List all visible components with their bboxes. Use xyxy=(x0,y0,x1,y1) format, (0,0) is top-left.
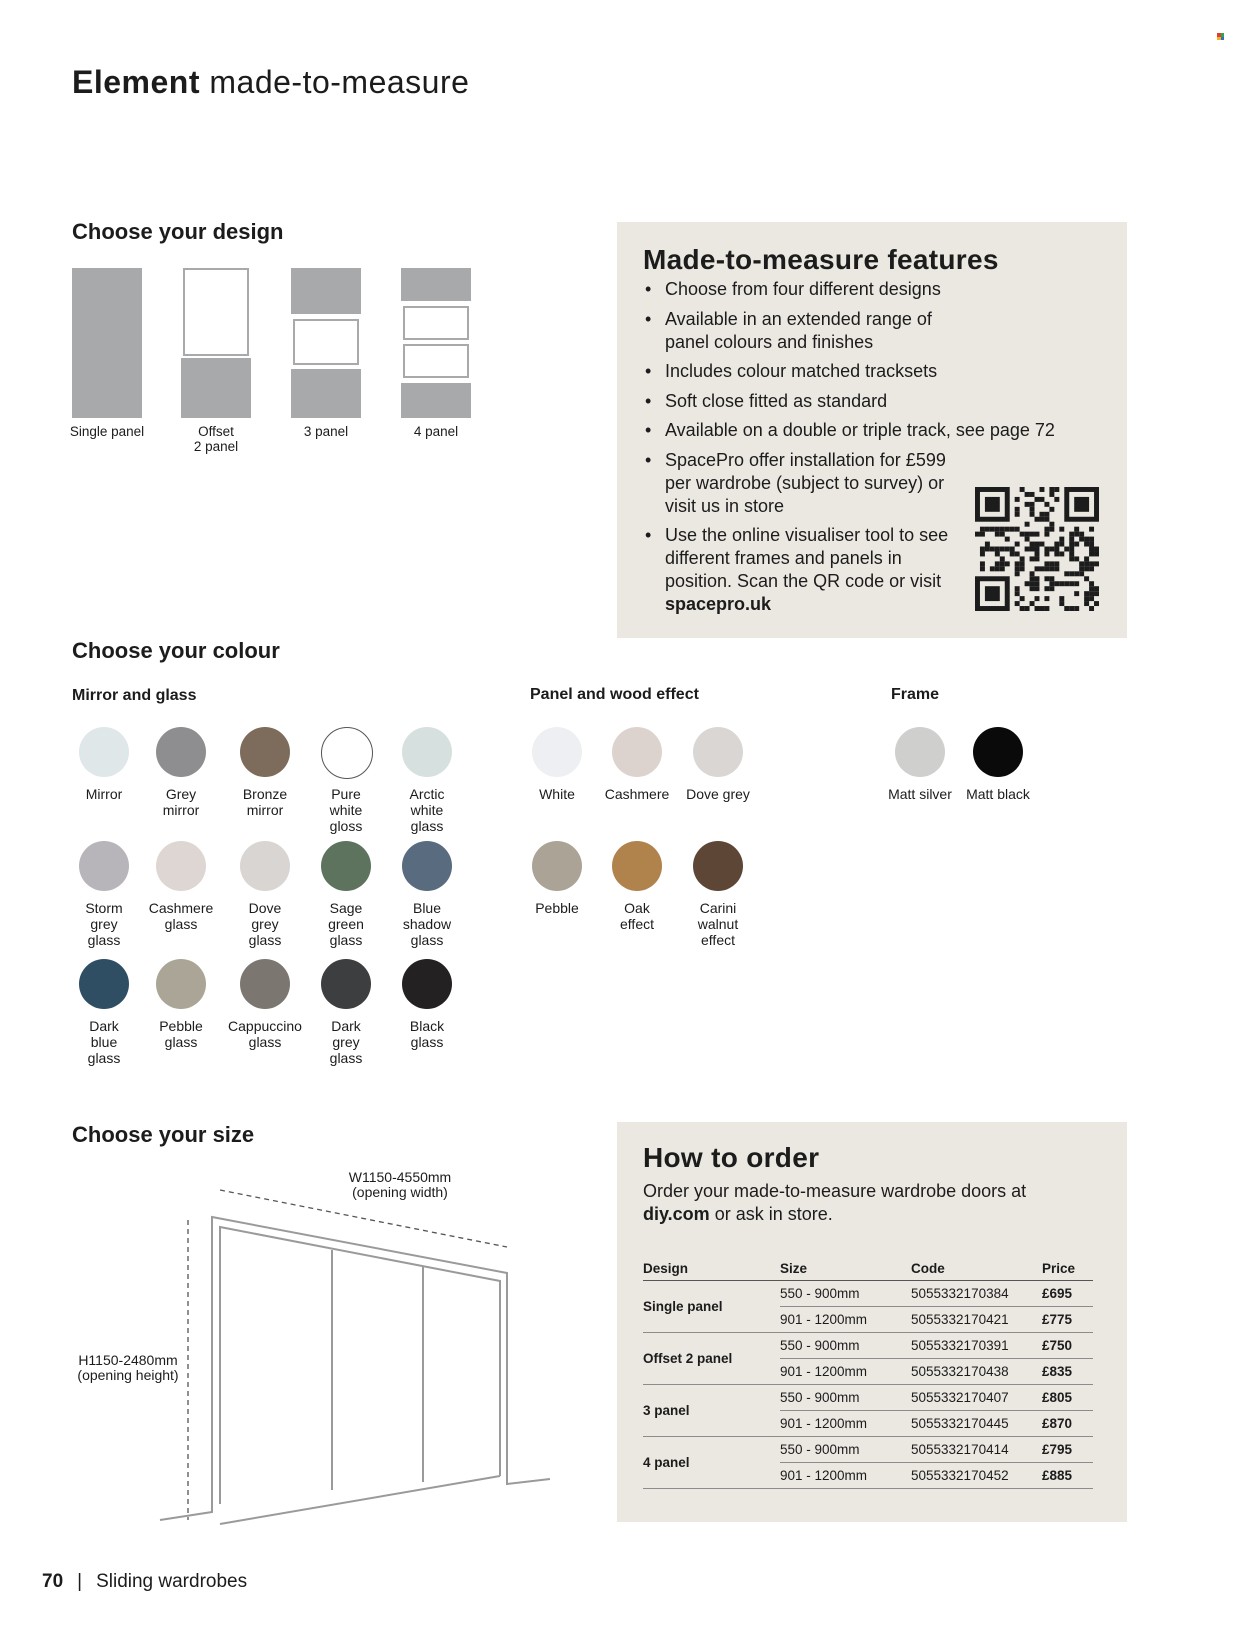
code-cell: 5055332170452 xyxy=(911,1463,1042,1489)
table-header-row xyxy=(643,1256,1093,1281)
code-cell: 5055332170445 xyxy=(911,1411,1042,1437)
design-offset-2-panel[interactable] xyxy=(181,268,251,418)
door-panel xyxy=(401,268,471,301)
design-label: 4 panel xyxy=(413,424,459,439)
order-table xyxy=(643,1256,1093,1489)
size-cell: 901 - 1200mm xyxy=(780,1411,911,1437)
table-row xyxy=(643,1437,1093,1463)
page-footer: 70 | Sliding wardrobes xyxy=(42,1571,248,1592)
code-cell: 5055332170414 xyxy=(911,1437,1042,1463)
door-window xyxy=(403,344,469,378)
feature-item: • Use the online visualiser tool to see different frames and panels in position. Scan the QR code or visit spacepro.uk xyxy=(643,524,955,616)
page-title: Element made-to-measure xyxy=(72,64,470,100)
size-heading: Choose your size xyxy=(72,1122,255,1147)
swatch-dark-blue-glass[interactable] xyxy=(79,959,129,1009)
frame-outline xyxy=(160,1217,550,1520)
frame-inner xyxy=(220,1227,500,1504)
swatch-label: Carini walnut effect xyxy=(697,900,739,948)
column-header: Code xyxy=(911,1256,1042,1281)
swatch-oak-effect[interactable] xyxy=(612,841,662,891)
swatch-dove-grey-glass[interactable] xyxy=(240,841,290,891)
design-cell: Offset 2 panel xyxy=(643,1333,780,1385)
column-header: Design xyxy=(643,1256,780,1281)
size-cell: 901 - 1200mm xyxy=(780,1463,911,1489)
size-cell: 550 - 900mm xyxy=(780,1437,911,1463)
design-heading: Choose your design xyxy=(72,219,284,244)
door-window xyxy=(183,268,249,356)
swatch-label: Matt silver xyxy=(888,786,952,802)
price-cell: £805 xyxy=(1042,1385,1093,1411)
size-cell: 550 - 900mm xyxy=(780,1281,911,1307)
price-cell: £775 xyxy=(1042,1307,1093,1333)
swatch-black-glass[interactable] xyxy=(402,959,452,1009)
swatch-dove-grey[interactable] xyxy=(693,727,743,777)
swatch-cashmere-glass[interactable] xyxy=(156,841,206,891)
code-cell: 5055332170438 xyxy=(911,1359,1042,1385)
column-header: Size xyxy=(780,1256,911,1281)
swatch-label: Arctic white glass xyxy=(409,786,445,834)
swatch-storm-grey-glass[interactable] xyxy=(79,841,129,891)
page-number: 70 xyxy=(42,1571,64,1592)
mirror-glass-heading: Mirror and glass xyxy=(72,687,197,704)
height-label: H1150-2480mm (opening height) xyxy=(77,1352,179,1383)
diy-link[interactable]: diy.com xyxy=(643,1204,710,1224)
swatch-label: Grey mirror xyxy=(162,786,200,818)
door-window xyxy=(293,319,359,365)
swatch-pebble[interactable] xyxy=(532,841,582,891)
swatch-label: Blue shadow glass xyxy=(402,900,452,948)
code-cell: 5055332170407 xyxy=(911,1385,1042,1411)
swatch-label: Sage green glass xyxy=(328,900,364,948)
design-cell: 3 panel xyxy=(643,1385,780,1437)
design-label: 3 panel xyxy=(303,424,349,439)
design-single-panel[interactable] xyxy=(72,268,142,418)
door-window xyxy=(403,306,469,340)
door-panel xyxy=(401,383,471,418)
swatch-label: Pebble xyxy=(535,900,579,916)
feature-item: • Soft close fitted as standard xyxy=(643,390,1073,413)
swatch-pure-white-gloss[interactable] xyxy=(321,727,373,779)
features-title: Made-to-measure features xyxy=(643,244,999,275)
code-cell: 5055332170391 xyxy=(911,1333,1042,1359)
door-panel xyxy=(291,369,361,418)
feature-item: • Available in an extended range of panel colours and finishes xyxy=(643,308,965,354)
swatch-label: Storm grey glass xyxy=(85,900,123,948)
price-cell: £870 xyxy=(1042,1411,1093,1437)
swatch-label: Dark blue glass xyxy=(87,1018,121,1066)
panel-wood-heading: Panel and wood effect xyxy=(530,686,699,703)
swatch-label: Cashmere glass xyxy=(148,900,214,932)
swatch-dark-grey-glass[interactable] xyxy=(321,959,371,1009)
width-label: W1150-4550mm (opening width) xyxy=(348,1169,452,1200)
swatch-arctic-white-glass[interactable] xyxy=(402,727,452,777)
size-cell: 550 - 900mm xyxy=(780,1385,911,1411)
swatch-label: White xyxy=(539,786,575,802)
column-header: Price xyxy=(1042,1256,1093,1281)
section-name: Sliding wardrobes xyxy=(96,1571,248,1592)
swatch-label: Cappuccino glass xyxy=(228,1018,302,1050)
door-panel xyxy=(181,358,251,418)
design-label: Single panel xyxy=(69,424,145,439)
swatch-cappuccino-glass[interactable] xyxy=(240,959,290,1009)
price-cell: £885 xyxy=(1042,1463,1093,1489)
design-3-panel[interactable] xyxy=(291,268,361,418)
table-row xyxy=(643,1385,1093,1411)
feature-item: • Available on a double or triple track, see page 72 xyxy=(643,419,1073,442)
swatch-white[interactable] xyxy=(532,727,582,777)
swatch-mirror[interactable] xyxy=(79,727,129,777)
table-row xyxy=(643,1281,1093,1307)
colour-heading: Choose your colour xyxy=(72,638,280,663)
swatch-label: Mirror xyxy=(85,786,123,802)
code-cell: 5055332170384 xyxy=(911,1281,1042,1307)
price-cell: £750 xyxy=(1042,1333,1093,1359)
swatch-cashmere[interactable] xyxy=(612,727,662,777)
swatch-sage-green-glass[interactable] xyxy=(321,841,371,891)
size-cell: 901 - 1200mm xyxy=(780,1359,911,1385)
swatch-grey-mirror[interactable] xyxy=(156,727,206,777)
code-cell: 5055332170421 xyxy=(911,1307,1042,1333)
swatch-label: Matt black xyxy=(966,786,1030,802)
swatch-label: Pebble glass xyxy=(159,1018,203,1050)
feature-item: • SpacePro offer installation for £599 per wardrobe (subject to survey) or visit us in store xyxy=(643,449,955,518)
design-cell: Single panel xyxy=(643,1281,780,1333)
price-cell: £695 xyxy=(1042,1281,1093,1307)
spacepro-link[interactable]: spacepro.uk xyxy=(665,594,772,614)
size-cell: 550 - 900mm xyxy=(780,1333,911,1359)
design-cell: 4 panel xyxy=(643,1437,780,1489)
table-row xyxy=(643,1333,1093,1359)
design-label: Offset 2 panel xyxy=(193,424,239,454)
swatch-pebble-glass[interactable] xyxy=(156,959,206,1009)
order-title: How to order xyxy=(643,1142,820,1173)
wardrobe-size-diagram xyxy=(150,1180,560,1530)
feature-item: • Choose from four different designs xyxy=(643,278,1073,301)
frame-heading: Frame xyxy=(891,686,940,703)
order-instructions: Order your made-to-measure wardrobe doors at diy.com or ask in store. xyxy=(643,1181,1027,1224)
swatch-bronze-mirror[interactable] xyxy=(240,727,290,777)
swatch-label: Dark grey glass xyxy=(329,1018,363,1066)
swatch-label: Dove grey xyxy=(686,786,750,802)
design-4-panel[interactable] xyxy=(401,268,471,418)
swatch-label: Black glass xyxy=(409,1018,445,1050)
swatch-matt-silver[interactable] xyxy=(895,727,945,777)
feature-item: • Includes colour matched tracksets xyxy=(643,360,1073,383)
swatch-label: Oak effect xyxy=(620,900,654,932)
swatch-blue-shadow-glass[interactable] xyxy=(402,841,452,891)
door-panel xyxy=(291,268,361,314)
swatch-label: Cashmere xyxy=(604,786,670,802)
swatch-label: Bronze mirror xyxy=(242,786,288,818)
brand-logo-icon xyxy=(1217,33,1224,40)
swatch-label: Dove grey glass xyxy=(248,900,282,948)
qr-code-icon[interactable] xyxy=(975,487,1099,611)
door-panel xyxy=(72,268,142,418)
price-cell: £835 xyxy=(1042,1359,1093,1385)
price-cell: £795 xyxy=(1042,1437,1093,1463)
swatch-carini-walnut-effect[interactable] xyxy=(693,841,743,891)
size-cell: 901 - 1200mm xyxy=(780,1307,911,1333)
swatch-matt-black[interactable] xyxy=(973,727,1023,777)
swatch-label: Pure white gloss xyxy=(329,786,363,834)
